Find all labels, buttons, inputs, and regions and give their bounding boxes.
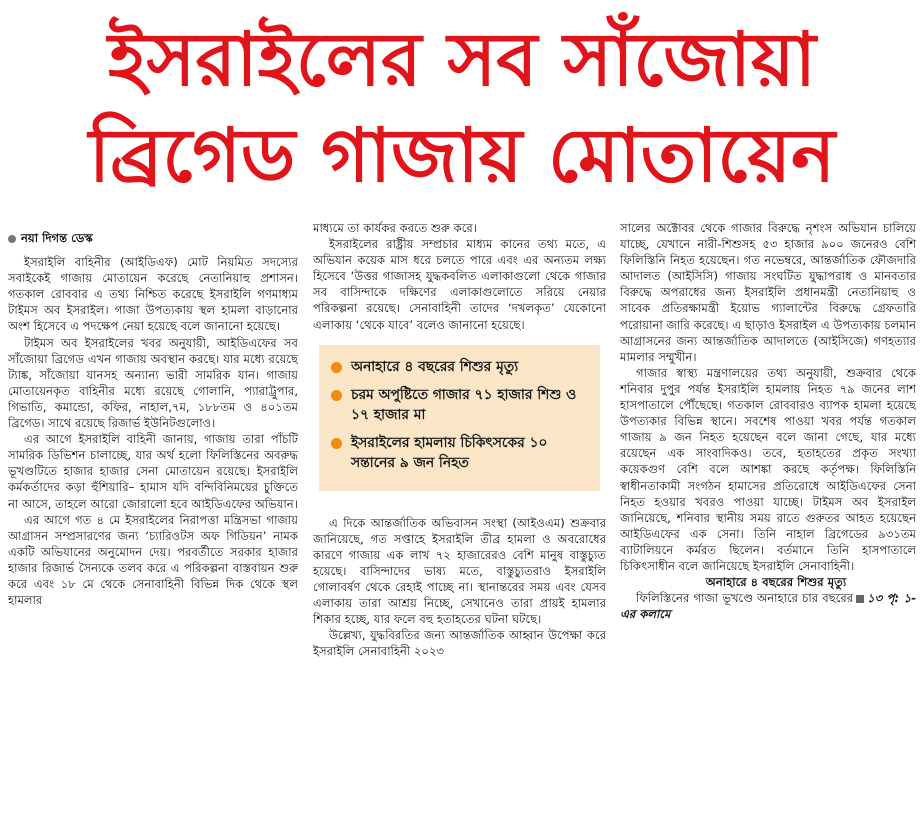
paragraph: টাইমস অব ইসরাইলের খবর অনুযায়ী, আইডিএফের সব সাঁজোয়া ব্রিগেড এখন গাজায় অবস্থান করছে। যার মধ্যে রয়েছে ট্যাঙ্ক, সাঁজোয়া যানসহ অন্যান্য ভারী সামরিক যান। গাজায় মোতায়েনকৃত বাহিনীর মধ্যে রয়েছে গোলানি, প্যারাট্রুপার, গিভাতি, কমান্ডো, কফির, নাহাল,৭ম, ১৮৮তম ও ৪০১তম ব্রিগেড। সাথে রয়েছে রিজার্ভ ইউনিটগুলোও। bbox=[8, 335, 298, 431]
paragraph: ইসরাইলের রাষ্ট্রীয় সম্প্রচার মাধ্যম কানের তথ্য মতে, এ অভিযান কয়েক মাস ধরে চলতে পারে এবং এর অন্যতম লক্ষ্য হিসেবে ‘উত্তর গাজাসহ যুদ্ধকবলিত এলাকাগুলো থেকে গাজার সব বাসিন্দাকে দক্ষিণের এলাকাগুলোতে সরিয়ে নেয়ার পরিকল্পনা রয়েছে। সেনাবাহিনী তাদের ‘দখলকৃত’ যেকোনো এলাকায় ‘থেকে যাবে’ বলেও জানানো হয়েছে। bbox=[313, 237, 606, 332]
highlight-text: অনাহারে ৪ বছরের শিশুর মৃত্যু bbox=[351, 358, 519, 375]
highlight-item bbox=[331, 433, 588, 473]
paragraph-text: ফিলিস্তিনের গাজা ভূখণ্ডে অনাহারে চার বছরের bbox=[636, 591, 854, 606]
paragraph: মাধ্যমে তা কার্যকর করতে শুরু করে। bbox=[313, 221, 477, 235]
bullet-dot-icon bbox=[331, 390, 342, 401]
column-1 bbox=[8, 220, 298, 832]
highlight-item bbox=[331, 385, 588, 425]
square-bullet-icon bbox=[856, 595, 864, 603]
highlight-box bbox=[319, 345, 600, 491]
paragraph: এর আগে ইসরাইলি বাহিনী জানায়, গাজায় তারা পাঁচটি সামরিক ডিভিশন চালাচ্ছে, যার অর্থ হলো ফিলিস্তিনের অবরুদ্ধ ভূখণ্ডটিতে হাজার হাজার সেনা মোতায়েন রয়েছে। ইসরাইলি কর্মকর্তাদের কড়া হুঁশিয়ারি– হামাস যদি বন্দিবিনিময়ের চুক্তিতে না আসে, তাহলে আরো জোরালো হবে আইডিএফের অভিযান। bbox=[8, 432, 298, 511]
byline bbox=[8, 230, 298, 246]
paragraph: গাজার স্বাস্থ্য মন্ত্রণালয়ের তথ্য অনুযায়ী, শুক্রবার থেকে শনিবার দুপুর পর্যন্ত ইসরাইলি হামলায় নিহত ৭৯ জনের লাশ হাসপাতালে পৌঁছেছে। গতকাল রোববারও ব্যাপক হামলা হয়েছে উপত্যকার বিভিন্ন স্থানে। সবশেষ পাওয়া খবর পর্যন্ত গতকাল গাজায় ৯ জন নিহত হয়েছেন বলে জানা গেছে, যার মধ্যে রয়েছেন এক সাংবাদিকও। তবে, হতাহতের প্রকৃত সংখ্যা কয়েকগুণ বেশি বলে আশঙ্কা করছে কর্তৃপক্ষ। ফিলিস্তিনি স্বাধীনতাকামী সংগঠন হামাসের প্রতিরোধে আইডিএফের সেনা নিহত হওয়ার খবরও পাওয়া যাচ্ছে। টাইমস অব ইসরাইল জানিয়েছে, শনিবার স্থানীয় সময় রাতে গুরুতর আহত হয়েছেন আইডিএফের এক সেনা। তিনি নাহাল ব্রিগেডের ৯৩১তম ব্যাটালিয়নে কর্মরত ছিলেন। বর্তমানে তিনি হাসপাতালে চিকিৎসাধীন বলে জানিয়েছে ইসরাইলি সেনাবাহিনী। bbox=[620, 365, 916, 573]
highlight-item bbox=[331, 357, 588, 377]
paragraph: সালের অক্টোবর থেকে গাজার বিরুদ্ধে নৃশংস অভিযান চালিয়ে যাচ্ছে, যেখানে নারী-শিশুসহ ৫৩ হাজার ৯০০ জনেরও বেশি ফিলিস্তিনি নিহত হয়েছেন। গত নভেম্বরে, আন্তর্জাতিক ফৌজদারি আদালত (আইসিসি) গাজায় সংঘটিত যুদ্ধাপরাধ ও মানবতার বিরুদ্ধে অপরাধের জন্য ইসরাইলি প্রধানমন্ত্রী নেতানিয়াহু ও সাবেক প্রতিরক্ষামন্ত্রী ইয়োভ গ্যালান্টের বিরুদ্ধে গ্রেফতারি পরোয়ানা জারি করেছে। এ ছাড়াও ইসরাইল এ উপত্যকায় চলমান আগ্রাসনের জন্য আন্তর্জাতিক আদালতে (আইসিজে) গণহত্যার মামলার সম্মুখীন। bbox=[620, 221, 916, 364]
bullet-dot-icon bbox=[8, 235, 16, 243]
paragraph bbox=[620, 590, 916, 622]
byline-text: নয়া দিগন্ত ডেস্ক bbox=[21, 231, 93, 245]
subheading: অনাহারে ৪ বছরের শিশুর মৃত্যু bbox=[705, 575, 847, 590]
continuation-reference: ১৩ পৃ: ১-এর কলামে bbox=[620, 591, 916, 622]
highlight-text: চরম অপুষ্টিতে গাজার ৭১ হাজার শিশু ও ১৭ হাজার মা bbox=[351, 386, 577, 423]
headline-line-1: ইসরাইলের সব সাঁজোয়া bbox=[108, 17, 816, 103]
headline bbox=[0, 0, 924, 212]
paragraph: ইসরাইলি বাহিনীর (আইডিএফ) মোট নিয়মিত সদস্যের সবাইকেই গাজায় মোতায়েন করেছে নেতানিয়াহু প্রশাসন। গতকাল রোববার এ তথ্য নিশ্চিত করেছে ইসরাইলি গণমাধ্যম টাইমস অব ইসরাইল। গাজা উপত্যকায় স্থল হামলা বাড়ানোর অংশ হিসেবে এ পদক্ষেপ নেয়া হয়েছে বলে জানানো হয়েছে। bbox=[8, 255, 298, 334]
paragraph: এর আগে গত ৪ মে ইসরাইলের নিরাপত্তা মন্ত্রিসভা গাজায় আগ্রাসন সম্প্রসারণের জন্য ‘চ্যারিওটস অফ গিডিয়ন’ নামক একটি অভিযানের অনুমোদন দেয়। পরবর্তীতে সরকার হাজার হাজার রিজার্ভ সৈন্যকে তলব করে এ পরিকল্পনা বাস্তবায়ন শুরু করে এবং ১৮ মে থেকে সেনাবাহিনী বিভিন্ন দিক থেকে স্থল হামলার bbox=[8, 512, 298, 608]
headline-line-2: ব্রিগেড গাজায় মোতায়েন bbox=[88, 113, 836, 199]
column-2 bbox=[313, 220, 606, 832]
paragraph: উল্লেখ্য, যুদ্ধবিরতির জন্য আন্তর্জাতিক আহ্বান উপেক্ষা করে ইসরাইলি সেনাবাহিনী ২০২৩ bbox=[313, 628, 606, 659]
highlight-text: ইসরাইলের হামলায় চিকিৎসকের ১০ সন্তানের ৯ জন নিহত bbox=[351, 434, 548, 471]
paragraph: এ দিকে আন্তর্জাতিক অভিবাসন সংস্থা (আইওএম) শুক্রবার জানিয়েছে, গত সপ্তাহে ইসরাইলি তীব্র হামলা ও অবরোধের কারণে গাজায় এক লাখ ৭২ হাজারেরও বেশি মানুষ বাস্তুচ্যুত হয়েছে। বাসিন্দাদের ভাষ্য মতে, বাস্তুচ্যুতরাও ইসরাইলি গোলাবর্ষণ থেকে রেহাই পাচ্ছে না। স্থানান্তরের সময় এবং যেসব এলাকায় তারা আশ্রয় নিচ্ছে, সেখানেও তারা প্রায়ই হামলার শিকার হচ্ছে, যার ফলে বহু হতাহতের ঘটনা ঘটছে। bbox=[313, 515, 606, 627]
bullet-dot-icon bbox=[331, 438, 342, 449]
bullet-dot-icon bbox=[331, 362, 342, 373]
column-3 bbox=[620, 220, 916, 832]
